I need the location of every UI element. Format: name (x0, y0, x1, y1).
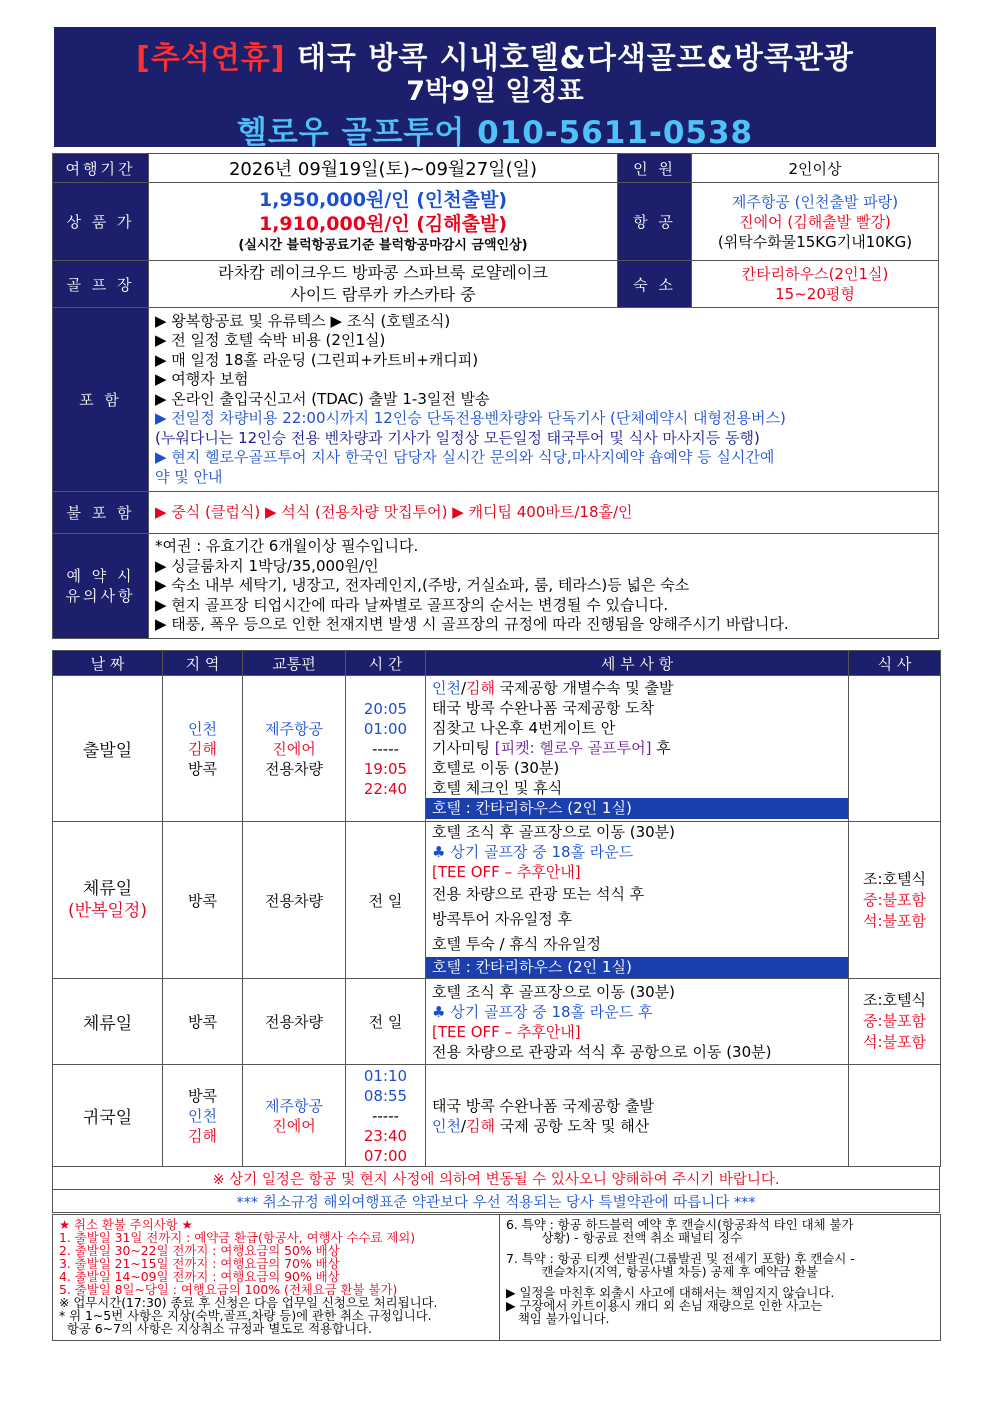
detail-line: 호텔 투숙 / 휴식 자유일정 (432, 935, 602, 953)
meal-lunch: 중:불포함 (862, 1012, 926, 1030)
day-transport (243, 676, 346, 822)
meal-lunch: 중:불포함 (862, 890, 926, 909)
detail-line: 태국 방콕 수완나폼 국제공항 출발 (432, 1096, 654, 1115)
special-term: ▶ 일정을 마친후 외출시 사고에 대해서는 책임지지 않습니다. (506, 1285, 835, 1300)
day-meal (849, 822, 941, 979)
period-label: 여행기간 (53, 154, 149, 183)
price-note: (실시간 블럭항공료기준 블럭항공마감시 금액인상) (238, 237, 528, 253)
time-separator: ----- (371, 1106, 400, 1125)
picket-text: [피켓: 헬로우 골프투어] (494, 739, 652, 757)
day-region: 방콕 (163, 822, 243, 979)
change-notice: ※ 상기 일정은 항공 및 현지 사정에 의하여 변동될 수 있사오니 양해하여 주시기 바랍니다. (53, 1167, 940, 1190)
meal-breakfast: 조:호텔식 (862, 869, 926, 888)
cancel-extra: 항공 6~7의 사항은 지상취소 규정과 별도로 적용합니다. (59, 1321, 372, 1336)
meal-dinner: 석:불포함 (862, 911, 926, 930)
cancel-policy-left (53, 1215, 500, 1341)
day-transport: 전용차량 (243, 822, 346, 979)
include-item-local-staff-cont: 약 및 안내 (155, 467, 223, 486)
day-time: 전 일 (346, 822, 426, 979)
day-meal (849, 1065, 941, 1167)
day-date (53, 822, 163, 979)
transport-jeju: 제주항공 (265, 719, 323, 738)
cancel-title: ★ 취소 환불 주의사항 ★ (59, 1217, 193, 1232)
detail-round: ♣ 상기 골프장 중 18홀 라운드 후 (432, 1002, 653, 1021)
price-gimhae: 1,910,000원/인 (김해출발) (258, 212, 508, 235)
transport-jinair: 진에어 (272, 739, 316, 758)
day-transport: 전용차량 (243, 979, 346, 1065)
exclude-list: ▶ 중식 (클럽식) ▶ 석식 (전용차량 맛집투어) ▶ 캐디팁 400바트/18홀/인 (149, 492, 939, 534)
day-row-return (53, 1065, 941, 1167)
detail-line: 전용 차량으로 관광 또는 석식 후 (432, 885, 645, 903)
detail-line: 방콕투어 자유일정 후 (432, 910, 572, 928)
include-item-local-staff: ▶ 현지 헬로우골프투어 지사 한국인 담당자 실시간 문의와 식당,마사지예약 숍예약 등 실시간예 (155, 448, 775, 467)
golf-cell (149, 261, 618, 308)
price-cell (149, 183, 618, 261)
detail-text: 후 (651, 739, 671, 757)
people-label: 인 원 (618, 154, 692, 183)
notice-item: *여권 : 유효기간 6개월이상 필수입니다. (155, 537, 419, 556)
region-incheon: 인천 (188, 1106, 217, 1125)
time-value: 23:40 (363, 1126, 408, 1145)
day-date: 귀국일 (53, 1065, 163, 1167)
header-contact: 헬로우 골프투어 010-5611-0538 (236, 115, 754, 151)
date-text: 체류일 (82, 879, 133, 899)
time-value: 08:55 (363, 1086, 408, 1105)
include-item: ▶ 여행자 보험 (155, 370, 249, 389)
cancel-item: 3. 출발일 21~15일 전까지 : 여행요금의 70% 배상 (59, 1256, 340, 1271)
lodging-name: 칸타리하우스(2인1실) (741, 265, 889, 283)
notice-label-1: 예 약 시 (66, 567, 135, 585)
page-header (54, 27, 936, 151)
day-time: 전 일 (346, 979, 426, 1065)
info-table (52, 153, 939, 639)
airline-jinair: 진에어 (김해출발 빨강) (739, 212, 891, 231)
day-details (426, 822, 849, 979)
detail-line: 인천/김해 국제 공항 도착 및 해산 (432, 1116, 650, 1135)
cancel-item: 5. 출발일 8일~당일 : 여행요금의 100% (전체요금 환불 불가) (59, 1282, 398, 1297)
price-incheon: 1,950,000원/인 (인천출발) (258, 188, 508, 211)
include-item: ▶ 왕복항공료 및 유류텍스 ▶ 조식 (호텔조식) (155, 311, 451, 330)
day-region (163, 1065, 243, 1167)
hotel-bar: 호텔 : 칸타리하우스 (2인 1실) (426, 798, 848, 819)
special-term: 책임 불가입니다. (506, 1311, 610, 1326)
detail-line: 호텔 조식 후 골프장으로 이동 (30분) (432, 823, 676, 841)
detail-line: 태국 방콕 수완나폼 국제공항 도착 (432, 699, 654, 717)
cancel-item: 2. 출발일 30~22일 전까지 : 여행요금의 50% 배상 (59, 1243, 340, 1258)
include-label: 포 함 (53, 308, 149, 492)
notice-label-2: 유의사항 (65, 587, 136, 605)
special-term: ▶ 구장에서 카트이용시 캐디 외 손님 재량으로 인한 사고는 (506, 1298, 823, 1313)
people-value: 2인이상 (692, 154, 939, 183)
col-details: 세 부 사 항 (426, 651, 849, 676)
meal-breakfast: 조:호텔식 (862, 991, 926, 1009)
col-region: 지 역 (163, 651, 243, 676)
notice-item: ▶ 태풍, 폭우 등으로 인한 천재지변 발생 시 골프장의 규정에 따라 진행됨을 양해주시기 바랍니다. (155, 615, 789, 634)
schedule-table (52, 650, 941, 1167)
detail-teeoff: [TEE OFF – 추후안내] (432, 863, 581, 881)
detail-text: 국제공항 개별수속 및 출발 (495, 679, 674, 697)
col-time: 시 간 (346, 651, 426, 676)
detail-gimhae: 김해 (466, 1116, 496, 1135)
transport-jeju: 제주항공 (265, 1096, 323, 1115)
detail-line: 전용 차량으로 관광과 석식 후 공항으로 이동 (30분) (432, 1042, 772, 1061)
day-date: 출발일 (53, 676, 163, 822)
region-gimhae: 김해 (188, 1126, 217, 1145)
lodging-cell (692, 261, 939, 308)
time-value: 01:10 (363, 1066, 408, 1085)
day-time (346, 676, 426, 822)
cancel-policy-right (500, 1215, 941, 1341)
header-subtitle: 7박9일 일정표 (406, 76, 584, 107)
price-label: 상 품 가 (53, 183, 149, 261)
day-meal (849, 979, 941, 1065)
include-list (149, 308, 939, 492)
detail-round: ♣ 상기 골프장 중 18홀 라운드 (432, 843, 634, 861)
col-transport: 교통편 (243, 651, 346, 676)
region-gimhae: 김해 (188, 739, 217, 758)
time-value: 07:00 (363, 1146, 408, 1165)
special-term: 캔슬차지(지역, 항공사별 차등) 공제 후 예약금 환불 (506, 1264, 819, 1279)
region-bangkok: 방콕 (188, 1086, 217, 1105)
airline-baggage: (위탁수화물15KG기내10KG) (717, 232, 913, 251)
cancel-extra: ※ 업무시간(17:30) 종료 후 신청은 다음 업무일 신청으로 처리됩니다. (59, 1295, 438, 1310)
detail-line: 호텔 체크인 및 휴식 (432, 779, 563, 797)
special-term: 상황) - 항공료 전액 취소 패널티 징수 (506, 1230, 742, 1245)
col-meal: 식 사 (849, 651, 941, 676)
day-transport (243, 1065, 346, 1167)
lodging-size: 15~20평형 (775, 285, 855, 303)
time-value: 19:05 (363, 759, 408, 778)
detail-text: 기사미팅 (432, 739, 495, 757)
detail-line: 호텔 조식 후 골프장으로 이동 (30분) (432, 982, 676, 1001)
include-item-vehicle-note: (누워다니는 12인승 전용 벤차량과 기사가 일정상 모든일정 태국투어 및 식사 마사지등 동행) (155, 428, 760, 447)
cancel-item: 1. 출발일 31일 전까지 : 예약금 환급(항공사, 여행사 수수료 제외) (59, 1230, 416, 1245)
day-details (426, 979, 849, 1065)
date-note: (반복일정) (68, 901, 147, 921)
detail-line: 호텔로 이동 (30분) (432, 759, 560, 777)
golf-label: 골 프 장 (53, 261, 149, 308)
notes-table (52, 1166, 940, 1213)
notice-item: ▶ 싱글룸차지 1박당/35,000원/인 (155, 556, 379, 575)
detail-text: 국제 공항 도착 및 해산 (495, 1116, 650, 1135)
detail-incheon: 인천 (432, 1116, 461, 1135)
time-value: 01:00 (363, 719, 408, 738)
detail-line: 짐찾고 나온후 4번게이트 안 (432, 719, 616, 737)
lodging-label: 숙 소 (618, 261, 692, 308)
golf-courses-2: 사이드 람루카 카스카타 중 (290, 285, 476, 304)
cancel-extra: * 위 1~5번 사항은 지상(숙박,골프,차량 등)에 관한 취소 규정입니다. (59, 1308, 432, 1323)
detail-line: 인천/김해 국제공항 개별수속 및 출발 (432, 679, 674, 697)
holiday-tag: [추석연휴] (136, 41, 286, 76)
include-item: ▶ 전 일정 호텔 숙박 비용 (2인1실) (155, 331, 386, 350)
period-value: 2026년 09월19일(토)~09월27일(일) (149, 154, 618, 183)
hotel-bar: 호텔 : 칸타리하우스 (2인 1실) (426, 957, 848, 978)
day-date: 체류일 (53, 979, 163, 1065)
include-item: ▶ 매 일정 18홀 라운딩 (그린피+카트비+캐디피) (155, 350, 479, 369)
detail-gimhae: 김해 (466, 679, 496, 697)
airline-label: 항 공 (618, 183, 692, 261)
detail-incheon: 인천 (432, 679, 461, 697)
golf-courses-1: 라차캄 레이크우드 방파콩 스파브룩 로얄레이크 (218, 263, 548, 282)
day-row-departure (53, 676, 941, 822)
detail-teeoff: [TEE OFF – 추후안내] (432, 1022, 581, 1041)
day-details (426, 676, 849, 822)
day-region (163, 676, 243, 822)
special-term: 7. 특약 : 항공 티켓 선발권(그룹발권 및 전세기 포함) 후 캔슬시 - (506, 1251, 855, 1266)
cancel-policy-table (52, 1214, 941, 1341)
transport-jinair: 진에어 (272, 1116, 316, 1135)
include-item: ▶ 온라인 출입국신고서 (TDAC) 출발 1-3일전 발송 (155, 389, 490, 408)
include-item-vehicle: ▶ 전일정 차량비용 22:00시까지 12인승 단독전용벤차량와 단독기사 (단체예약시 대형전용버스) (155, 409, 786, 428)
airline-cell (692, 183, 939, 261)
notice-list (149, 534, 939, 639)
notice-item: ▶ 현지 골프장 티업시간에 따라 날짜별로 골프장의 순서는 변경될 수 있습니다. (155, 595, 669, 614)
notice-item: ▶ 숙소 내부 세탁기, 냉장고, 전자레인지,(주방, 거실쇼파, 룸, 테라스)등 넓은 숙소 (155, 576, 690, 595)
notice-label (53, 534, 149, 639)
region-incheon: 인천 (188, 719, 217, 738)
day-details (426, 1065, 849, 1167)
day-row-stay-repeat (53, 822, 941, 979)
day-meal (849, 676, 941, 822)
region-bangkok: 방콕 (188, 759, 217, 778)
detail-line (432, 738, 842, 758)
col-date: 날 짜 (53, 651, 163, 676)
exclude-label: 불 포 함 (53, 492, 149, 534)
day-time (346, 1065, 426, 1167)
special-term: 6. 특약 : 항공 하드블럭 예약 후 캔슬시(항공좌석 타인 대체 불가 (506, 1217, 854, 1232)
time-separator: ----- (371, 739, 400, 758)
cancel-item: 4. 출발일 14~09일 전까지 : 여행요금의 90% 배상 (59, 1269, 340, 1284)
airline-jeju: 제주항공 (인천출발 파랑) (731, 192, 899, 211)
time-value: 22:40 (363, 779, 408, 798)
day-region: 방콕 (163, 979, 243, 1065)
time-value: 20:05 (363, 699, 408, 718)
transport-private: 전용차량 (265, 759, 323, 778)
day-row-stay (53, 979, 941, 1065)
cancel-rule-notice: *** 취소규정 해외여행표준 약관보다 우선 적용되는 당사 특별약관에 따릅니다 *** (53, 1190, 940, 1213)
meal-dinner: 석:불포함 (862, 1033, 926, 1051)
title-text: 태국 방콕 시내호텔&다색골프&방콕관광 (285, 41, 854, 76)
